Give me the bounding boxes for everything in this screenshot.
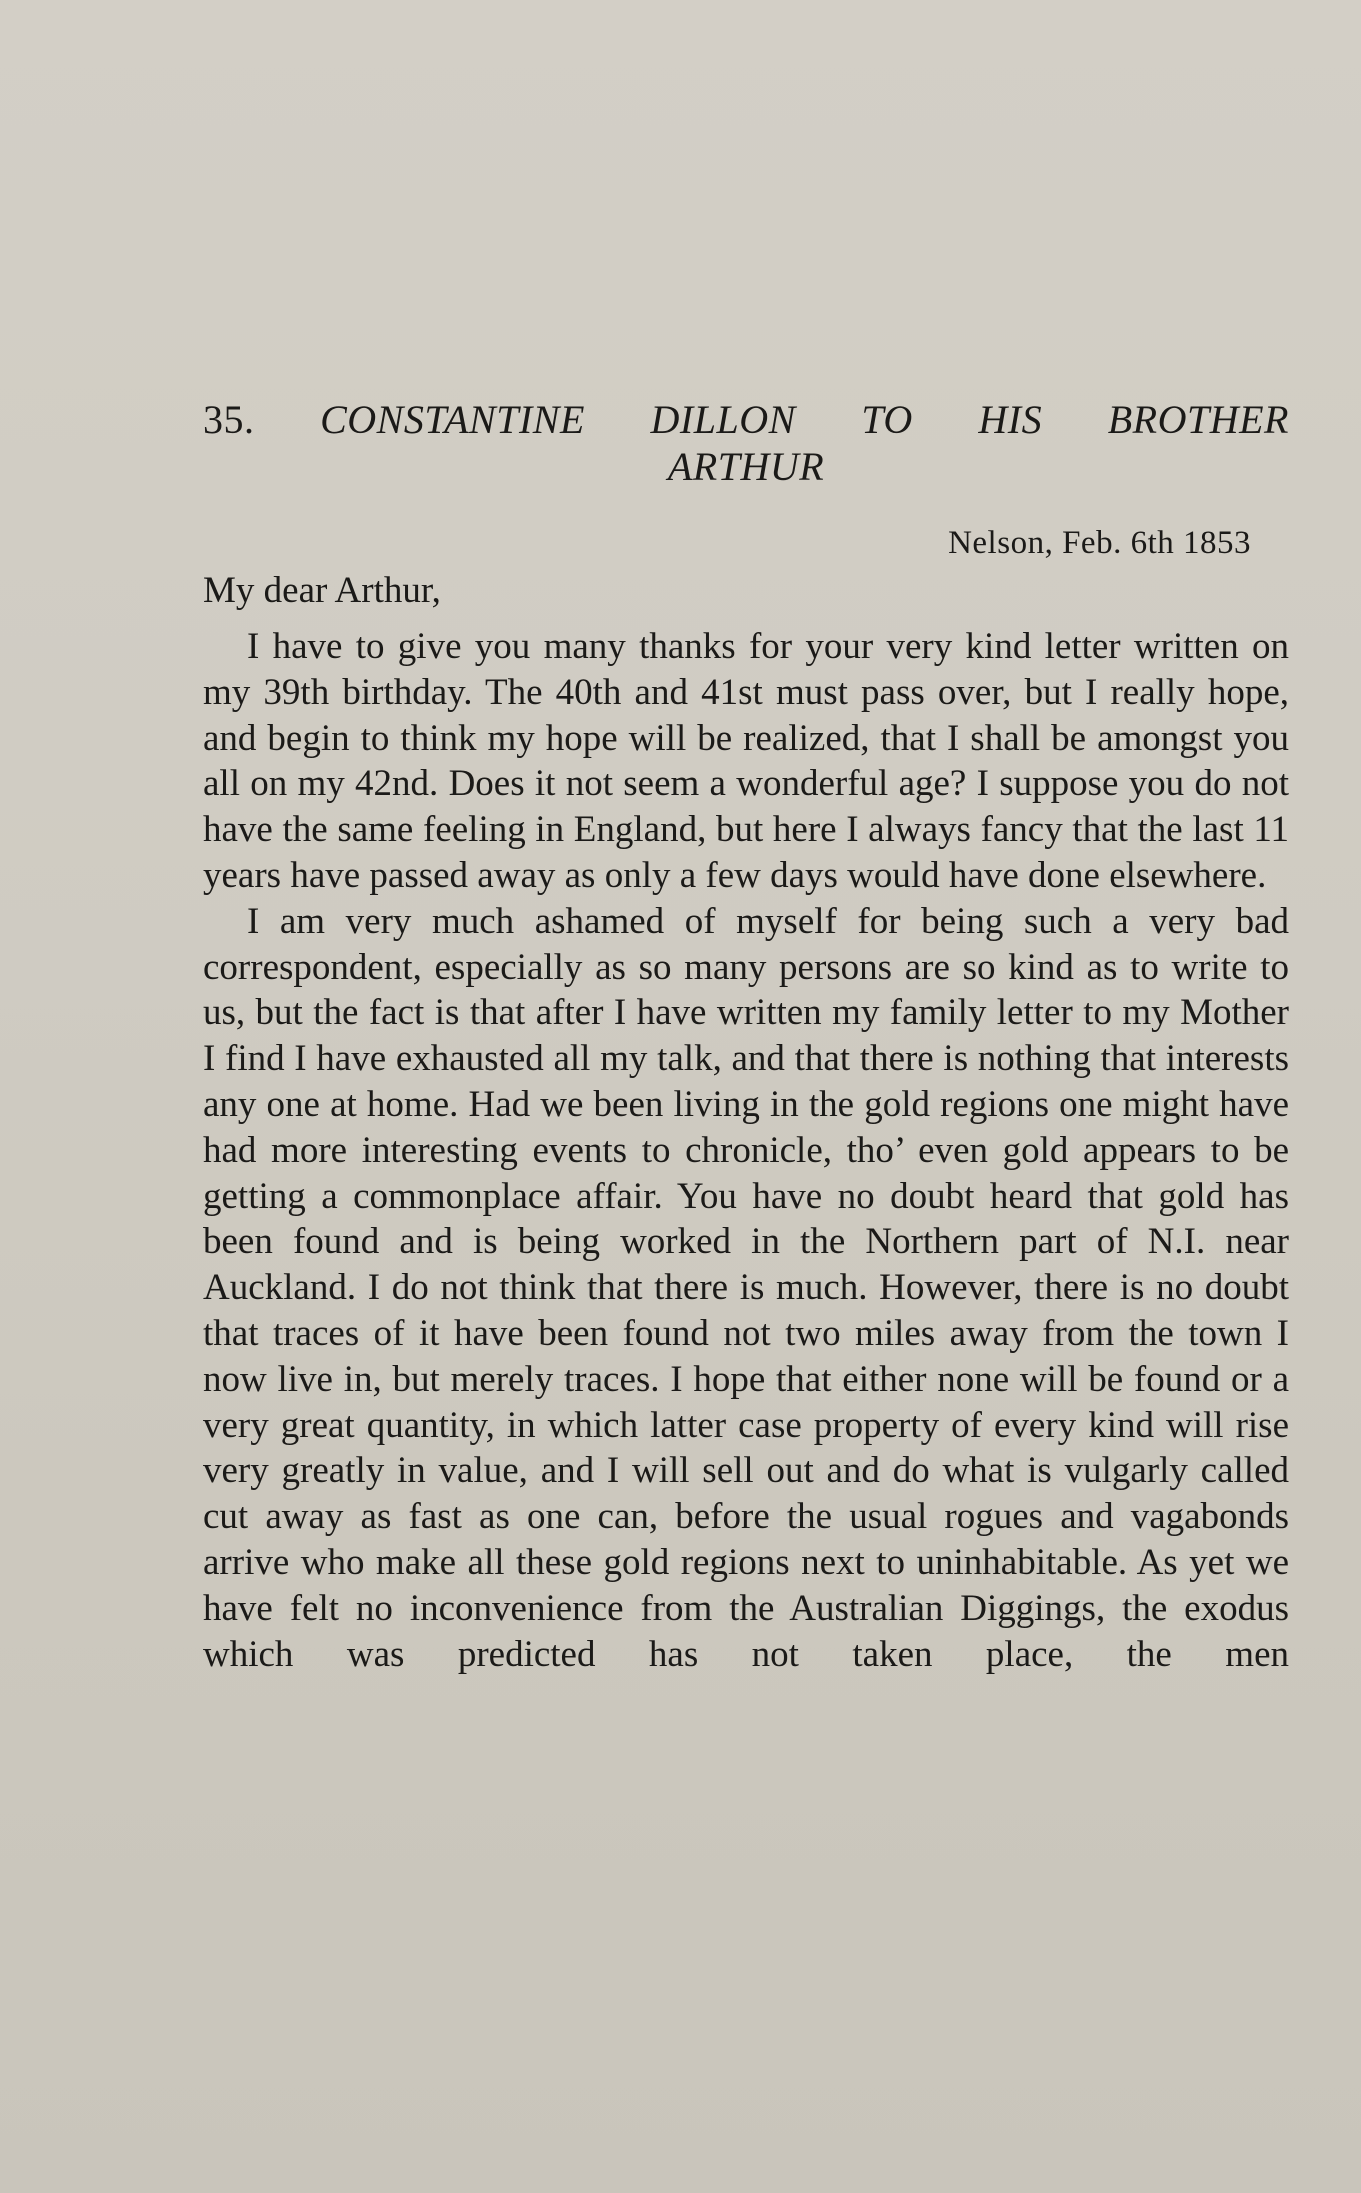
heading-word: TO [861,397,913,442]
letter-paragraph [203,624,1289,899]
heading-word: BROTHER [1107,397,1289,442]
heading-word: HIS [978,397,1043,442]
letter-paragraph [203,899,1289,1678]
heading-word: DILLON [650,397,796,442]
heading-line-2: ARTHUR [667,444,825,489]
paragraph-text: I have to give you many thanks for your very kind letter written on my 39th birthday. The 40th and 41st must pass over, but I really hope, and begin to think my hope will be realized, that I shall be amongst you all on my 42nd. Does it not seem a wonderful age? I suppose you do not have the same feeling in England, but here I always fancy that the last 11 years have passed away as only a few days would have done elsewhere. [203,626,1289,896]
letter-salutation: My dear Arthur, [203,570,441,611]
heading-word: CONSTANTINE [320,397,585,442]
letter-number: 35. [203,397,255,442]
heading-line-1 [203,396,1289,443]
letter-heading [203,396,1289,490]
letter-dateline: Nelson, Feb. 6th 1853 [948,525,1251,561]
paragraph-text: I am very much ashamed of myself for being such a very bad correspondent, especially as so many persons are so kind as to write to us, but the fact is that after I have written my family letter to my Mother I find I have exhausted all my talk, and that there is nothing that interests any one at home. Had we been living in the gold regions one might have had more interesting events to chronicle, tho’ even gold appears to be getting a commonplace affair. You have no doubt heard that gold has been found and is being worked in the Northern part of N.I. near Auckland. I do not think that there is much. However, there is no doubt that traces of it have been found not two miles away from the town I now live in, but merely traces. I hope that either none will be found or a very great quantity, in which latter case property of every kind will rise very greatly in value, and I will sell out and do what is vulgarly called cut away as fast as one can, before the usual rogues and vagabonds arrive who make all these gold regions next to uninhabitable. As yet we have felt no inconvenience from the Australian Diggings, the exodus which was predicted has not taken place, the men [203,900,1289,1675]
letter-content [203,396,1289,1677]
